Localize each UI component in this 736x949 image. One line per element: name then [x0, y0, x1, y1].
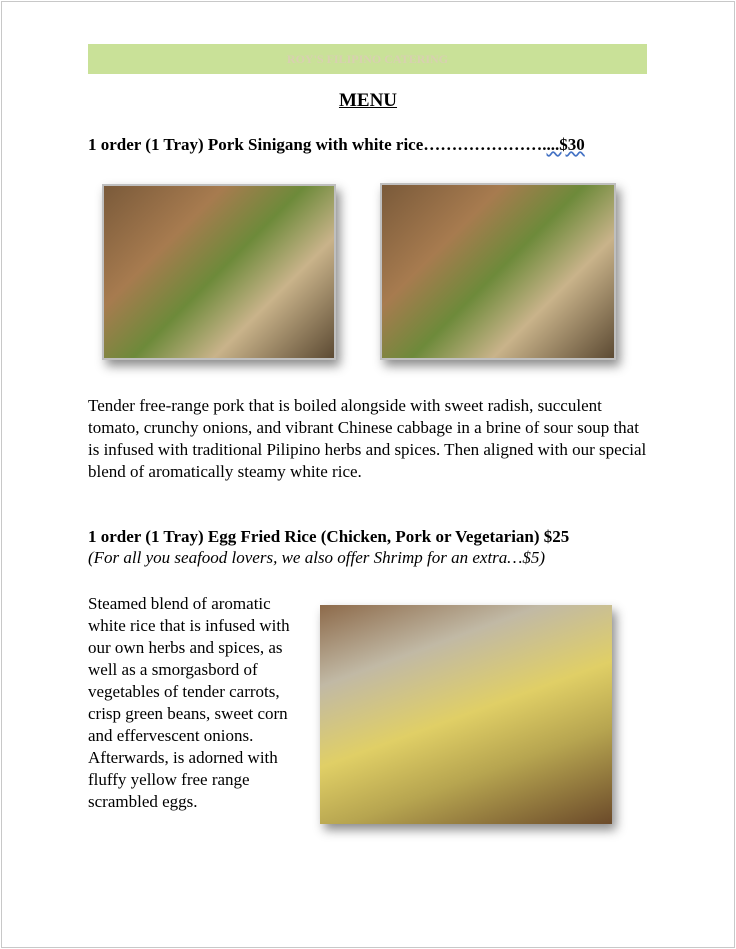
- fried-rice-description: Steamed blend of aromatic white rice that is infused with our own herbs and spices, as well as a smorgasbord of vegetables of tender carrots, crisp green beans, sweet corn and effervescent onions. Afterwards, is adorned with fluffy yellow free range scrambled eggs.: [88, 594, 290, 811]
- sinigang-description: Tender free-range pork that is boiled alongside with sweet radish, succulent tomato, crunchy onions, and vibrant Chinese cabbage in a brine of sour soup that is infused with traditional Pilipino herbs and spices. Then aligned with our special blend of aromatically steamy white rice.: [88, 396, 647, 481]
- sinigang-price: ...$30: [546, 135, 585, 154]
- fried-rice-heading: 1 order (1 Tray) Egg Fried Rice (Chicken, Pork or Vegetarian) $25: [88, 527, 570, 546]
- sinigang-photo-2: [380, 183, 616, 360]
- sinigang-heading: [88, 135, 585, 155]
- menu-title: MENU: [338, 90, 398, 111]
- sinigang-heading-text: 1 order (1 Tray) Pork Sinigang with white rice………………….: [88, 135, 547, 154]
- sinigang-photo-1: [102, 184, 336, 360]
- shrimp-note: (For all you seafood lovers, we also offer Shrimp for an extra…$5): [88, 548, 546, 567]
- fried-rice-photo: [320, 605, 612, 824]
- catering-banner: ROY'S FILIPINO CATERING: [88, 44, 647, 74]
